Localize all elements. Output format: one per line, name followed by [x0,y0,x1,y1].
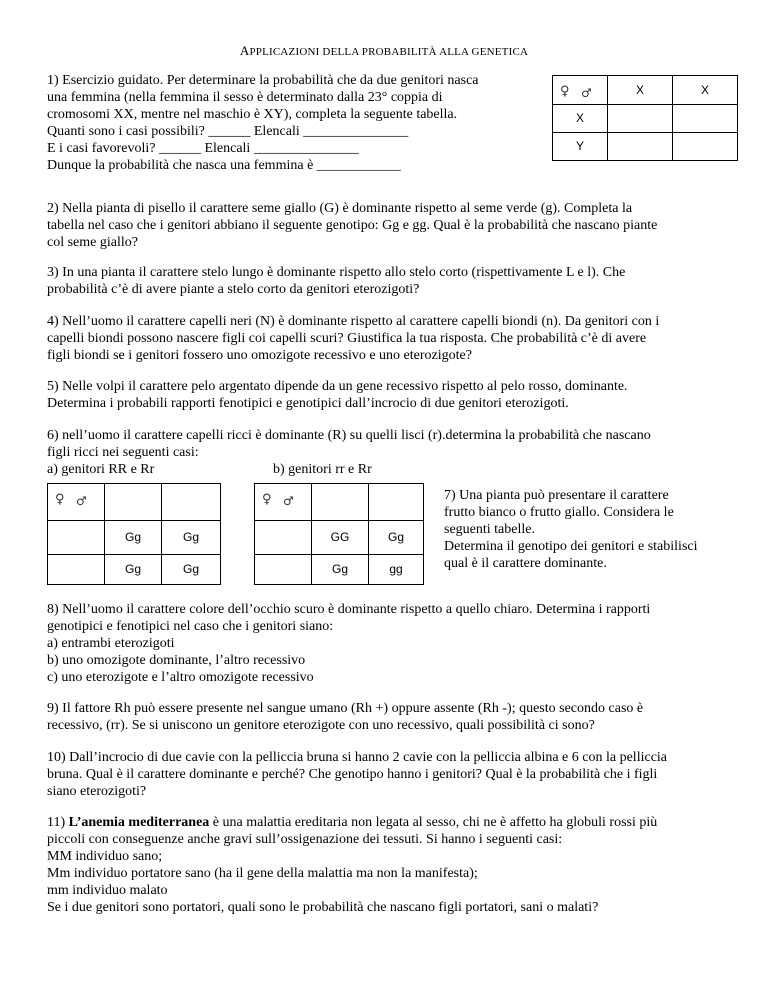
exercise-11-line [47,814,737,831]
exercise-1-line: Dunque la probabilità che nasca una femmina è ____________ [47,158,401,173]
table-cell [255,555,312,585]
exercise-11-first-rest: è una malattia ereditaria non legata al sesso, chi ne è affetto ha globuli rossi più [209,815,658,830]
exercise-2 [47,200,737,251]
table-cell: Gg [105,555,162,585]
exercise-9 [47,700,737,734]
exercise-6 [47,427,737,478]
exercise-3 [47,264,737,298]
table-cell [608,133,673,161]
table-cell: Gg [369,521,424,555]
exercise-1-line: Quanti sono i casi possibili? ______ Elencali _______________ [47,124,409,139]
table-cell [608,105,673,133]
table-header-cell: X [673,76,738,105]
exercise-5 [47,378,737,412]
table-cell: Gg [162,521,221,555]
exercise-8-line: 8) Nell’uomo il carattere colore dell’occhio scuro è dominante rispetto a quello chiaro. Determina i rapporti [47,602,651,617]
exercise-10-line: 10) Dall’incrocio di due cavie con la pelliccia bruna si hanno 2 cavie con la pelliccia albina e 6 con la pelliccia [47,750,668,765]
exercise-10-line: bruna. Qual è il carattere dominante e perché? Che genotipo hanno i genitori? Qual è la probabilità che i figli [47,767,658,782]
table-cell [162,484,221,521]
exercise-7-line: 7) Una pianta può presentare il carattere [444,488,669,503]
exercise-6-case-b: b) genitori rr e Rr [273,462,372,477]
table-corner [48,484,105,521]
exercise-6-case-a: a) genitori RR e Rr [47,462,155,477]
exercise-4-line: figli biondi se i genitori fossero uno omozigote recessivo e uno eterozigote? [47,348,472,363]
exercise-10-line: siano eterozigoti? [47,784,147,799]
punnett-table-a [47,483,221,585]
table-header-cell: X [608,76,673,105]
exercise-4-line: capelli biondi possono nascere figli coi capelli scuri? Giustifica la tua risposta. Che probabilità c’è di avere [47,331,647,346]
exercise-8-line: genotipici e fenotipici nel caso che i genitori siano: [47,619,334,634]
table-corner [553,76,608,105]
table-cell [369,484,424,521]
table-cell [673,133,738,161]
exercise-11 [47,814,737,916]
table-cell [255,521,312,555]
exercise-1 [47,72,547,174]
exercise-11-line: Mm individuo portatore sano (ha il gene della malattia ma non la manifesta); [47,866,478,881]
exercise-4-line: 4) Nell’uomo il carattere capelli neri (N) è dominante rispetto al carattere capelli biondi (n). Da genitori con i [47,314,660,329]
table-cell: gg [369,555,424,585]
exercise-9-line: recessivo, (rr). Se si uniscono un genitore eterozigote con uno recessivo, quali possibilità ci sono? [47,718,595,733]
exercise-11-line: MM individuo sano; [47,849,163,864]
female-symbol-icon: ♀ [560,84,570,99]
exercise-8-line: a) entrambi eterozigoti [47,636,175,651]
exercise-11-number: 11) [47,815,69,830]
male-symbol-icon: ♂ [581,86,592,100]
exercise-1-line: una femmina (nella femmina il sesso è determinato dalla 23° coppia di [47,90,443,105]
table-cell [673,105,738,133]
exercise-7-line: qual è il carattere dominante. [444,556,607,571]
table-cell: Gg [312,555,369,585]
table-cell: Gg [105,521,162,555]
table-cell: GG [312,521,369,555]
exercise-1-line: 1) Esercizio guidato. Per determinare la probabilità che da due genitori nasca [47,73,479,88]
exercise-11-line: Se i due genitori sono portatori, quali sono le probabilità che nascano figli portatori, sani o malati? [47,900,599,915]
exercise-2-line: 2) Nella pianta di pisello il carattere seme giallo (G) è dominante rispetto al seme verde (g). Completa la [47,201,633,216]
exercise-7-line: Determina il genotipo dei genitori e stabilisci [444,539,698,554]
exercise-4 [47,313,737,364]
table-row-header: X [553,105,608,133]
table-cell [48,555,105,585]
exercise-11-line: piccoli con conseguenze anche gravi sull’ossigenazione dei tessuti. Si hanno i seguenti casi: [47,832,563,847]
exercise-1-line: cromosomi XX, mentre nel maschio è XY), completa la seguente tabella. [47,107,458,122]
exercise-2-line: tabella nel caso che i genitori abbiano il seguente genotipo: Gg e gg. Qual è la probabilità che nascano piante [47,218,658,233]
exercise-11-line: mm individuo malato [47,883,168,898]
table-cell: Gg [162,555,221,585]
exercise-3-line: probabilità c’è di avere piante a stelo corto da genitori eterozigoti? [47,282,420,297]
exercise-7 [444,487,744,572]
exercise-10 [47,749,737,800]
exercise-2-line: col seme giallo? [47,235,138,250]
exercise-6-line: figli ricci nei seguenti casi: [47,445,199,460]
table-row-header: Y [553,133,608,161]
exercise-5-line: Determina i probabili rapporti fenotipici e genotipici dall’incrocio di due genitori eterozigoti. [47,396,569,411]
page-title: APPLICAZIONI DELLA PROBABILITÀ ALLA GENETICA [239,43,529,58]
punnett-table-b [254,483,424,585]
exercise-8 [47,601,737,686]
exercise-8-line: c) uno eterozigote e l’altro omozigote recessivo [47,670,314,685]
exercise-7-line: seguenti tabelle. [444,522,535,537]
exercise-7-line: frutto bianco o frutto giallo. Considera le [444,505,674,520]
exercise-8-line: b) uno omozigote dominante, l’altro recessivo [47,653,306,668]
exercise-11-term: L’anemia mediterranea [68,815,210,830]
male-symbol-icon: ♂ [283,494,294,508]
female-symbol-icon: ♀ [55,492,65,507]
table-cell [105,484,162,521]
exercise-9-line: 9) Il fattore Rh può essere presente nel sangue umano (Rh +) oppure assente (Rh -); questo secondo caso è [47,701,644,716]
male-symbol-icon: ♂ [76,494,87,508]
table-corner [255,484,312,521]
exercise-6-line: 6) nell’uomo il carattere capelli ricci è dominante (R) su quelli lisci (r).determina la probabilità che nascano [47,428,651,443]
female-symbol-icon: ♀ [262,492,272,507]
exercise-1-line: E i casi favorevoli? ______ Elencali _______________ [47,141,359,156]
exercise-5-line: 5) Nelle volpi il carattere pelo argentato dipende da un gene recessivo rispetto al pelo rosso, dominante. [47,379,628,394]
table-cell [312,484,369,521]
exercise-3-line: 3) In una pianta il carattere stelo lungo è dominante rispetto allo stelo corto (rispettivamente L e l). Che [47,265,626,280]
punnett-table-sex [552,75,738,161]
table-cell [48,521,105,555]
